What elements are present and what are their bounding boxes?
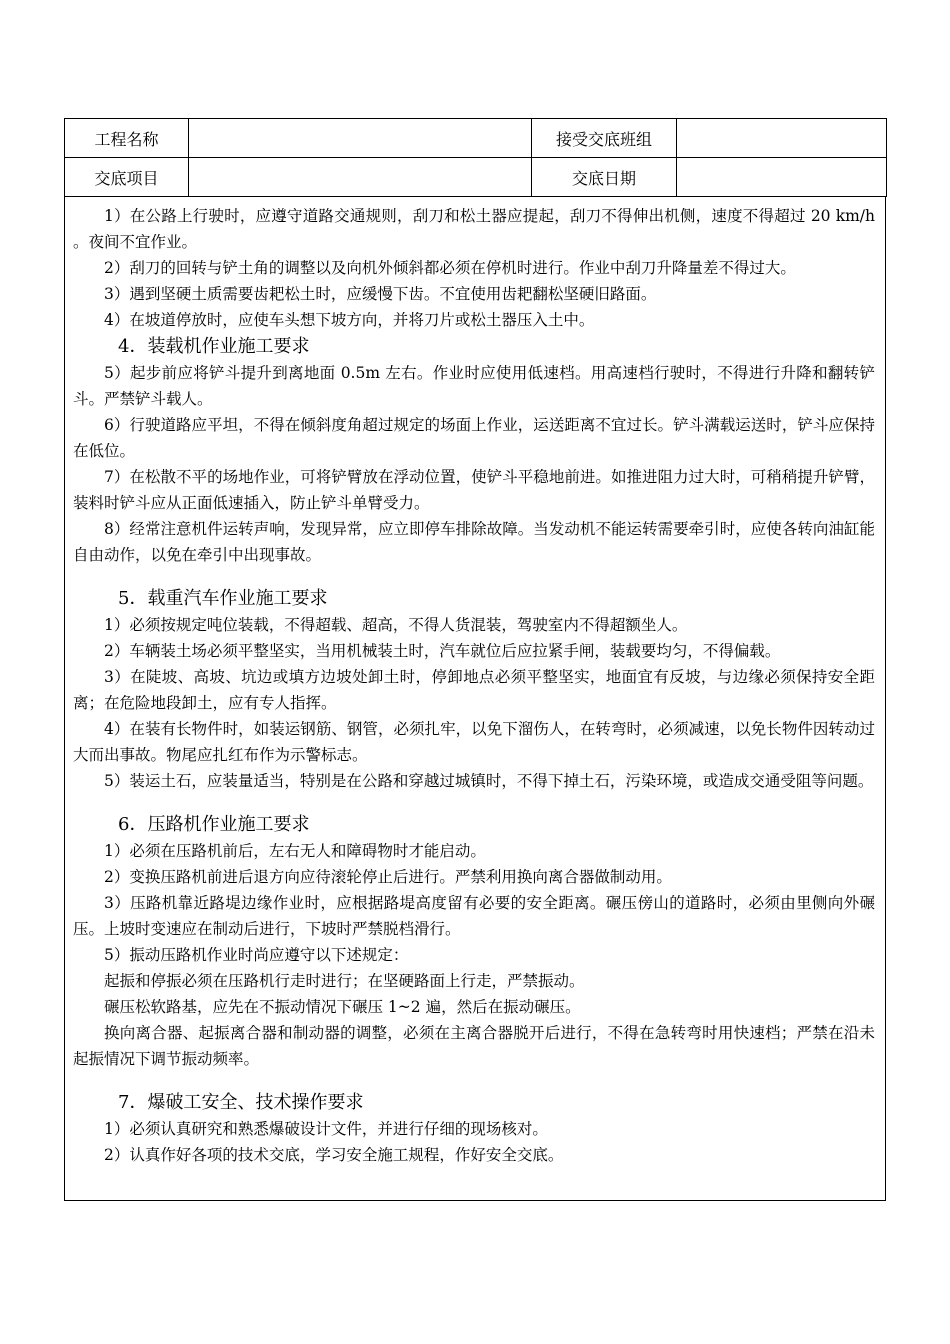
disclosure-form (64, 118, 886, 1201)
roller-item: 1）必须在压路机前后，左右无人和障碍物时才能启动。 (104, 842, 486, 860)
roller-item: 碾压松软路基，应先在不振动情况下碾压 1~2 遍，然后在振动碾压。 (104, 998, 581, 1016)
loader-section-title: 4．装载机作业施工要求 (118, 336, 310, 357)
grader-item: 4）在坡道停放时，应使车头想下坡方向，并将刀片或松土器压入土中。 (104, 311, 595, 329)
receiving-team-field[interactable] (677, 119, 887, 158)
header-table (64, 118, 887, 197)
blasting-section-title: 7．爆破工安全、技术操作要求 (118, 1092, 364, 1113)
grader-item: 1）在公路上行驶时，应遵守道路交通规则，刮刀和松土器应提起，刮刀不得伸出机侧，速度不得超过 20 km/h 。夜间不宜作业。 (73, 207, 875, 251)
receiving-team-label: 接受交底班组 (532, 119, 677, 158)
date-field[interactable] (677, 158, 887, 197)
project-name-field[interactable] (189, 119, 532, 158)
loader-item: 5）起步前应将铲斗提升到离地面 0.5m 左右。作业时应使用低速档。用高速档行驶时，不得进行升降和翻转铲斗。严禁铲斗载人。 (73, 364, 875, 408)
roller-item: 换向离合器、起振离合器和制动器的调整，必须在主离合器脱开后进行，不得在急转弯时用快速档；严禁在沿未起振情况下调节振动频率。 (73, 1024, 875, 1068)
loader-item: 6）行驶道路应平坦，不得在倾斜度角超过规定的场面上作业，运送距离不宜过长。铲斗满载运送时，铲斗应保持在低位。 (73, 416, 875, 460)
item-label: 交底项目 (65, 158, 189, 197)
blasting-item: 1）必须认真研究和熟悉爆破设计文件，并进行仔细的现场核对。 (104, 1120, 548, 1138)
truck-section-title: 5．载重汽车作业施工要求 (118, 588, 328, 609)
roller-item: 3）压路机靠近路堤边缘作业时，应根据路堤高度留有必要的安全距离。碾压傍山的道路时，必须由里侧向外碾压。上坡时变速应在制动后进行，下坡时严禁脱档滑行。 (73, 894, 875, 938)
grader-item: 3）遇到坚硬土质需要齿耙松土时，应缓慢下齿。不宜使用齿耙翻松坚硬旧路面。 (104, 285, 657, 303)
date-label: 交底日期 (532, 158, 677, 197)
item-field[interactable] (189, 158, 532, 197)
roller-section-title: 6．压路机作业施工要求 (118, 814, 310, 835)
truck-item: 5）装运土石，应装量适当，特别是在公路和穿越过城镇时，不得下掉土石，污染环境，或造成交通受阻等问题。 (104, 772, 874, 790)
truck-item: 3）在陡坡、高坡、坑边或填方边坡处卸土时，停卸地点必须平整坚实，地面宜有反坡，与边缘必须保持安全距离；在危险地段卸土，应有专人指挥。 (73, 668, 875, 712)
truck-item: 4）在装有长物件时，如装运钢筋、钢管，必须扎牢，以免下溜伤人，在转弯时，必须减速，以免长物件因转动过大而出事故。物尾应扎红布作为示警标志。 (73, 720, 875, 764)
project-name-label: 工程名称 (65, 119, 189, 158)
roller-item: 起振和停振必须在压路机行走时进行；在坚硬路面上行走，严禁振动。 (104, 972, 585, 990)
truck-item: 1）必须按规定吨位装载，不得超载、超高，不得人货混装，驾驶室内不得超额坐人。 (104, 616, 688, 634)
disclosure-content-box (64, 197, 886, 1201)
roller-item: 2）变换压路机前进后退方向应待滚轮停止后进行。严禁利用换向离合器做制动用。 (104, 868, 672, 886)
loader-item: 8）经常注意机件运转声响，发现异常，应立即停车排除故障。当发动机不能运转需要牵引时，应使各转向油缸能自由动作，以免在牵引中出现事故。 (73, 520, 875, 564)
header-row-2 (65, 158, 887, 197)
disclosure-content (65, 197, 885, 1168)
truck-item: 2）车辆装土场必须平整坚实，当用机械装土时，汽车就位后应拉紧手闸，装载要均匀，不得偏载。 (104, 642, 781, 660)
grader-item: 2）刮刀的回转与铲土角的调整以及向机外倾斜都必须在停机时进行。作业中刮刀升降量差不得过大。 (104, 259, 796, 277)
header-row-1 (65, 119, 887, 158)
blasting-item: 2）认真作好各项的技术交底，学习安全施工规程，作好安全交底。 (104, 1146, 564, 1164)
roller-item: 5）振动压路机作业时尚应遵守以下述规定： (104, 946, 409, 964)
loader-item: 7）在松散不平的场地作业，可将铲臂放在浮动位置，使铲斗平稳地前进。如推进阻力过大时，可稍稍提升铲臂，装料时铲斗应从正面低速插入，防止铲斗单臂受力。 (73, 468, 875, 512)
